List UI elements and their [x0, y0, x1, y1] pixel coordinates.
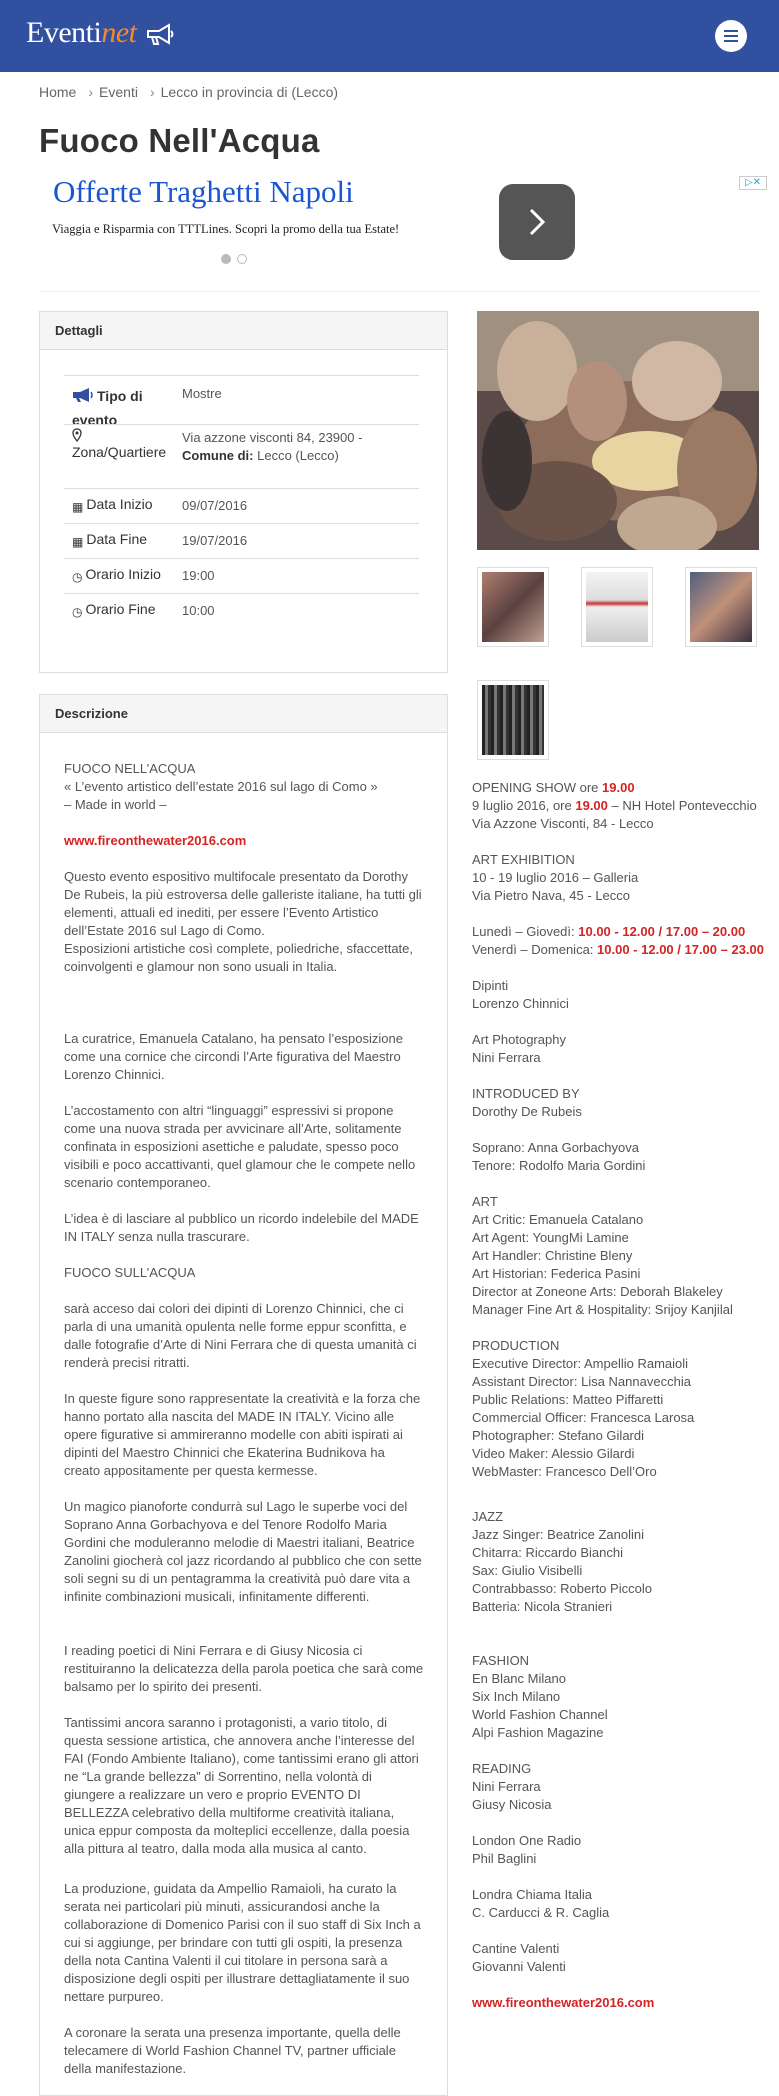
desc-paragraph: I reading poetici di Nini Ferrara e di Giusy Nicosia ci restituiranno la delicatezza della parola poetica che sarà come balsamo per lo spirito dei presenti. — [64, 1643, 424, 1694]
info-heading: ART — [472, 1194, 498, 1209]
desc-title: FUOCO NELL’ACQUA — [64, 761, 196, 776]
desc-paragraph: Un magico pianoforte condurrà sul Lago le superbe voci del Soprano Anna Gorbachyova e del Tenore Rodolfo Maria Gordini che moduleranno melodie di Maestri italiani, Beatrice Zanolini giocherà col jazz ricordando al pubblico che con sette soli segni su di un pentagramma la creatività può dare vita a infinite combinazioni musicali, infinitamente differenti. — [64, 1499, 422, 1604]
megaphone-icon — [72, 387, 94, 403]
detail-row-zone — [64, 424, 419, 463]
info-line: Nini Ferrara — [472, 1050, 541, 1065]
desc-paragraph: In queste figure sono rappresentate la creatività e la forza che hanno portato alla nascita del MADE IN ITALY. Vicino alle opere figurative si ammireranno modelle con abiti ispirati ai dipinti del Maestro Chinnici che Ekaterina Budnikova ha creato appositamente per questa kermesse. — [64, 1391, 421, 1478]
ad-subtitle: Viaggia e Risparmia con TTTLines. Scopri la promo della tua Estate! — [52, 222, 400, 236]
info-line: Via Pietro Nava, 45 - Lecco — [472, 888, 631, 903]
detail-row-start-date — [64, 488, 419, 523]
logo-text: Eventi — [26, 16, 102, 49]
info-line: Art Historian: Federica Pasini — [472, 1266, 641, 1281]
info-heading: ART EXHIBITION — [472, 852, 575, 867]
desc-paragraph: A coronare la serata una presenza importante, quella delle telecamere di World Fashion Channel TV, partner ufficiale della manifestazione. — [64, 2025, 401, 2076]
desc-paragraph: Esposizioni artistiche così complete, poliedriche, sfaccettate, coinvolgenti e glamour non sono usuali in Italia. — [64, 941, 414, 974]
details-heading: Dettagli — [40, 312, 447, 350]
info-line: Jazz Singer: Beatrice Zanolini — [472, 1527, 644, 1542]
detail-value: Via azzone visconti 84, 23900 - — [182, 430, 363, 445]
detail-row-type — [64, 375, 419, 428]
info-line: Giusy Nicosia — [472, 1797, 552, 1812]
breadcrumb-eventi[interactable]: Eventi — [99, 84, 138, 100]
info-line: WebMaster: Francesco Dell’Oro — [472, 1464, 657, 1479]
detail-row-start-time — [64, 558, 419, 593]
website-link[interactable]: www.fireonthewater2016.com — [64, 833, 247, 848]
detail-row-end-date — [64, 523, 419, 558]
hamburger-menu-button[interactable] — [715, 20, 747, 52]
detail-value: 19:00 — [182, 568, 215, 583]
detail-label: Data Fine — [86, 531, 148, 547]
detail-label: Tipo di evento — [72, 388, 143, 428]
info-line: Cantine Valenti — [472, 1941, 560, 1956]
info-line: En Blanc Milano — [472, 1671, 566, 1686]
desc-tagline: « L’evento artistico dell’estate 2016 sul lago di Como » — [64, 779, 378, 794]
info-line: Chitarra: Riccardo Bianchi — [472, 1545, 624, 1560]
ad-next-button[interactable] — [499, 184, 575, 260]
info-line: Photographer: Stefano Gilardi — [472, 1428, 644, 1443]
ad-dot-active[interactable] — [221, 254, 231, 264]
ad-pagination — [221, 252, 253, 267]
thumbnail-1[interactable] — [477, 567, 549, 647]
info-line: Video Maker: Alessio Gilardi — [472, 1446, 635, 1461]
breadcrumb-location[interactable]: Lecco in provincia di (Lecco) — [160, 84, 339, 100]
megaphone-logo-icon — [145, 23, 175, 47]
breadcrumb — [39, 84, 344, 100]
detail-value: 10:00 — [182, 603, 215, 618]
chevron-right-icon: › — [88, 84, 94, 100]
hours-weekend: Venerdì – Domenica: 10.00 - 12.00 / 17.00 – 23.00 — [472, 942, 764, 957]
site-logo[interactable] — [26, 16, 175, 50]
calendar-icon: ▦ — [72, 535, 84, 549]
info-heading: Dipinti — [472, 978, 509, 993]
clock-icon: ◷ — [72, 570, 83, 584]
chevron-right-icon: › — [149, 84, 155, 100]
desc-paragraph: La curatrice, Emanuela Catalano, ha pensato l’esposizione come una cornice che circondi l’Arte figurativa del Maestro Lorenzo Chinnici. — [64, 1031, 403, 1082]
info-line: Londra Chiama Italia — [472, 1887, 592, 1902]
info-line: Tenore: Rodolfo Maria Gordini — [472, 1158, 646, 1173]
desc-subtagline: – Made in world – — [64, 797, 167, 812]
desc-paragraph: L’accostamento con altri “linguaggi” espressivi si propone come una nuova strada per avvicinare all’Arte, solitamente confinata in esposizioni asettiche e paludate, spesso poco visibili e poco accattivanti, quel glamour che le compete nello scenario contemporaneo. — [64, 1103, 416, 1190]
info-line: Nini Ferrara — [472, 1779, 541, 1794]
info-line: Manager Fine Art & Hospitality: Srijoy Kanjilal — [472, 1302, 733, 1317]
info-line: Commercial Officer: Francesca Larosa — [472, 1410, 695, 1425]
calendar-icon: ▦ — [72, 500, 84, 514]
breadcrumb-home[interactable]: Home — [39, 84, 77, 100]
description-heading: Descrizione — [40, 695, 447, 733]
detail-row-end-time — [64, 593, 419, 628]
desc-paragraph: Questo evento espositivo multifocale presentato da Dorothy De Rubeis, la più estroversa delle galleriste italiane, ha tutti gli elementi, attuali ed inediti, per essere l’Evento Artistico dell’Estate 2016 sul Lago di Como. — [64, 869, 422, 938]
divider — [39, 291, 761, 292]
hours-weekday: Lunedì – Giovedì: 10.00 - 12.00 / 17.00 – 20.00 — [472, 924, 746, 939]
info-line: Alpi Fashion Magazine — [472, 1725, 604, 1740]
info-line: Contrabbasso: Roberto Piccolo — [472, 1581, 652, 1596]
detail-extra-label: Comune di: — [182, 448, 254, 463]
info-heading: INTRODUCED BY — [472, 1086, 580, 1101]
desc-paragraph: Tantissimi ancora saranno i protagonisti, a vario titolo, di questa sessione artistica, che annovera anche l’interesse del FAI (Fondo Ambiente Italiano), come tantissimi erano gli attori ne “La grande bellezza” di Sorrentino, nella volontà di giungere a realizzare un vero e proprio EVENTO DI BELLEZZA celebrativo della multiforme creatività italiana, unica eppur composta da molteplici eccellenze, dalla poesia alla pittura al teatro, dalla moda alla musica al canto. — [64, 1715, 419, 1856]
info-line: Assistant Director: Lisa Nannavecchia — [472, 1374, 691, 1389]
info-heading: PRODUCTION — [472, 1338, 560, 1353]
ad-title[interactable]: Offerte Traghetti Napoli — [53, 174, 354, 209]
site-header — [0, 0, 779, 72]
info-heading: Art Photography — [472, 1032, 566, 1047]
logo-text-accent: net — [101, 16, 137, 49]
info-line: Batteria: Nicola Stranieri — [472, 1599, 613, 1614]
opening-address: Via Azzone Visconti, 84 - Lecco — [472, 816, 654, 831]
main-event-image[interactable] — [477, 311, 759, 550]
info-line: Sax: Giulio Visibelli — [472, 1563, 583, 1578]
info-heading: FASHION — [472, 1653, 530, 1668]
detail-value: 09/07/2016 — [182, 498, 248, 513]
ad-close-icon[interactable]: ▷✕ — [739, 176, 767, 190]
thumbnail-3[interactable] — [685, 567, 757, 647]
detail-value: Mostre — [182, 386, 222, 401]
desc-paragraph: L’idea è di lasciare al pubblico un ricordo indelebile del MADE IN ITALY senza nulla trascurare. — [64, 1211, 419, 1244]
info-line: Director at Zoneone Arts: Deborah Blakeley — [472, 1284, 723, 1299]
info-line: Phil Baglini — [472, 1851, 537, 1866]
info-line: 10 - 19 luglio 2016 – Galleria — [472, 870, 639, 885]
detail-label: Zona/Quartiere — [72, 444, 167, 460]
info-line: Art Critic: Emanuela Catalano — [472, 1212, 644, 1227]
info-line: London One Radio — [472, 1833, 582, 1848]
desc-subheading: FUOCO SULL’ACQUA — [64, 1265, 196, 1280]
map-marker-icon — [72, 428, 82, 442]
page-title: Fuoco Nell'Acqua — [39, 122, 320, 159]
opening-line2: 9 luglio 2016, ore 19.00 – NH Hotel Pontevecchio — [472, 798, 757, 813]
thumbnail-2[interactable] — [581, 567, 653, 647]
ad-dot[interactable] — [237, 254, 247, 264]
info-line: World Fashion Channel — [472, 1707, 608, 1722]
desc-paragraph: sarà acceso dai colori dei dipinti di Lorenzo Chinnici, che ci parla di una umanità opulenta nelle forme eppur sconfitta, e dalle fotografie d’Arte di Nini Ferrara che di questa umanità ci renderà precisi ritratti. — [64, 1301, 417, 1370]
clock-icon: ◷ — [72, 605, 83, 619]
info-line: Art Agent: YoungMi Lamine — [472, 1230, 629, 1245]
detail-label: Orario Inizio — [85, 566, 161, 582]
detail-extra-value: Lecco (Lecco) — [257, 448, 339, 463]
website-link[interactable]: www.fireonthewater2016.com — [472, 1995, 655, 2010]
info-line: Art Handler: Christine Bleny — [472, 1248, 633, 1263]
info-line: Executive Director: Ampellio Ramaioli — [472, 1356, 689, 1371]
detail-label: Orario Fine — [85, 601, 156, 617]
info-line: Lorenzo Chinnici — [472, 996, 569, 1011]
info-line: Six Inch Milano — [472, 1689, 561, 1704]
info-line: C. Carducci & R. Caglia — [472, 1905, 610, 1920]
ad-banner[interactable] — [39, 172, 769, 274]
opening-line1: OPENING SHOW ore 19.00 — [472, 780, 635, 795]
painting-illustration — [477, 311, 759, 550]
detail-label: Data Inizio — [86, 496, 153, 512]
info-line: Public Relations: Matteo Piffaretti — [472, 1392, 664, 1407]
detail-value: 19/07/2016 — [182, 533, 248, 548]
info-line: Giovanni Valenti — [472, 1959, 566, 1974]
thumbnail-4[interactable] — [477, 680, 549, 760]
info-heading: READING — [472, 1761, 532, 1776]
info-line: Dorothy De Rubeis — [472, 1104, 582, 1119]
info-heading: JAZZ — [472, 1509, 504, 1524]
desc-paragraph: La produzione, guidata da Ampellio Ramaioli, ha curato la serata nei particolari più minuti, assicurandosi anche la collaborazione di Domenico Parisi con il suo staff di Six Inch a cui si aggiunge, per brindare con tutti gli ospiti, la presenza della nota Cantina Valenti il cui titolare in persona sarà a disposizione degli ospiti per illustrare dettagliatamente il suo nettare purpureo. — [64, 1881, 421, 2004]
info-line: Soprano: Anna Gorbachyova — [472, 1140, 639, 1155]
chevron-right-icon — [525, 206, 549, 238]
